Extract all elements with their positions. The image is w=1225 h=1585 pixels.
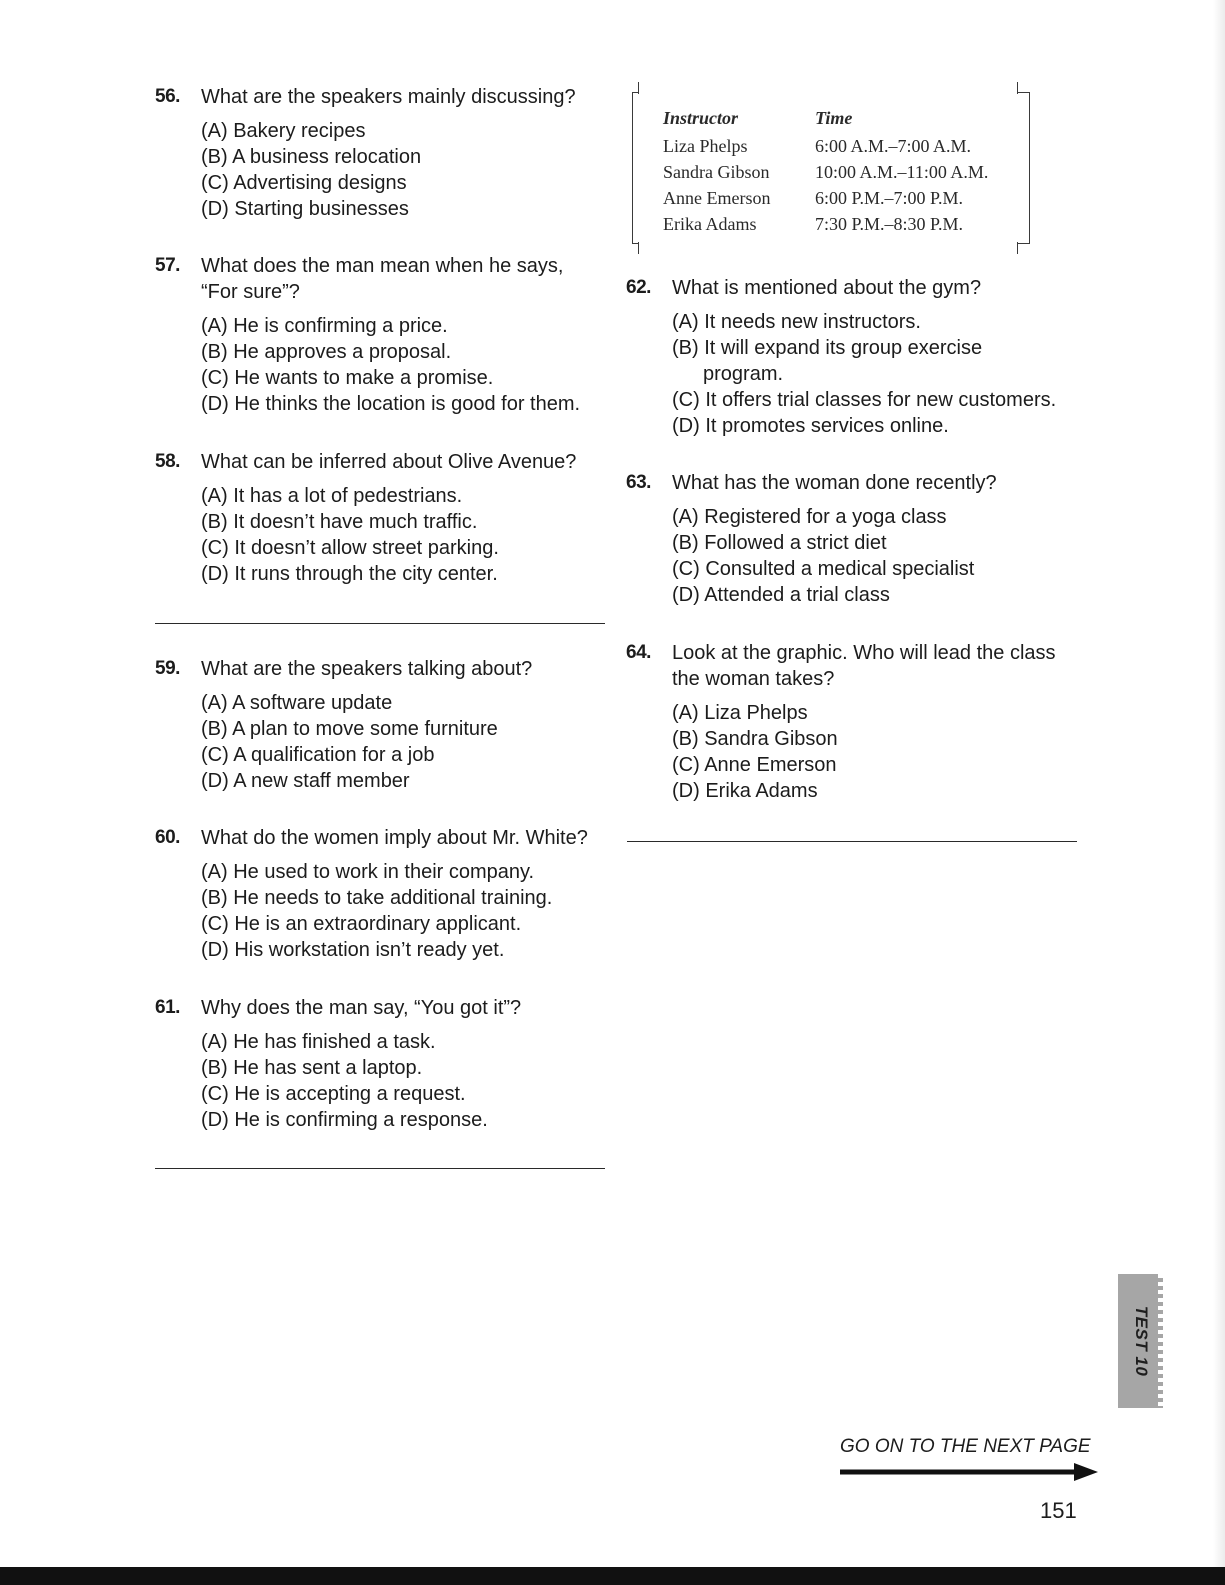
option-b[interactable]: (B) A business relocation: [201, 146, 422, 168]
question-number: 63.: [626, 472, 651, 493]
instructor-name: Sandra Gibson: [663, 161, 770, 182]
table-row: [663, 159, 988, 185]
question-text: What are the speakers talking about?: [201, 658, 533, 680]
option-a[interactable]: (A) He is confirming a price.: [201, 315, 448, 337]
option-c[interactable]: (C) He is accepting a request.: [201, 1083, 466, 1105]
option-c[interactable]: (C) Consulted a medical specialist: [672, 558, 975, 580]
question-number: 62.: [626, 277, 651, 298]
option-b[interactable]: (B) He has sent a laptop.: [201, 1057, 423, 1079]
question-57: [155, 253, 615, 417]
instructor-name: Anne Emerson: [663, 187, 771, 208]
option-a[interactable]: (A) Registered for a yoga class: [672, 506, 947, 528]
question-number: 56.: [155, 86, 180, 107]
option-d[interactable]: (D) His workstation isn’t ready yet.: [201, 939, 505, 961]
option-c[interactable]: (C) Anne Emerson: [672, 754, 837, 776]
question-text: What do the women imply about Mr. White?: [201, 827, 588, 849]
page-bottom-border: [0, 1567, 1225, 1585]
question-text: What are the speakers mainly discussing?: [201, 86, 576, 108]
table-row: [663, 133, 988, 159]
option-b[interactable]: (B) A plan to move some furniture: [201, 718, 498, 740]
page-number: 151: [1040, 1498, 1077, 1523]
instructor-name: Liza Phelps: [663, 135, 748, 156]
answer-options: [201, 859, 615, 963]
question-64: [626, 640, 1086, 804]
question-number: 58.: [155, 451, 180, 472]
question-number: 59.: [155, 658, 180, 679]
class-time: 6:00 A.M.–7:00 A.M.: [815, 135, 972, 156]
option-d[interactable]: (D) He is confirming a response.: [201, 1109, 488, 1131]
question-text: Look at the graphic. Who will lead the class the woman takes?: [672, 642, 1056, 690]
question-number: 60.: [155, 827, 180, 848]
option-d[interactable]: (D) It runs through the city center.: [201, 563, 498, 585]
option-d[interactable]: (D) Starting businesses: [201, 198, 409, 220]
section-divider: [627, 841, 1077, 842]
question-56: [155, 84, 615, 222]
question-text: What is mentioned about the gym?: [672, 277, 982, 299]
question-text: Why does the man say, “You got it”?: [201, 997, 522, 1019]
question-text: What does the man mean when he says, “For sure”?: [201, 255, 564, 303]
section-divider: [155, 623, 605, 624]
option-d[interactable]: (D) Erika Adams: [672, 780, 818, 802]
table-row: [663, 185, 988, 211]
answer-options: [201, 313, 615, 417]
page-edge-shadow: [1213, 0, 1225, 1585]
option-b[interactable]: (B) Sandra Gibson: [672, 728, 838, 750]
option-b[interactable]: (B) It will expand its group exercise program.: [672, 337, 983, 385]
answer-options: [201, 1029, 615, 1133]
question-60: [155, 825, 615, 963]
option-d[interactable]: (D) He thinks the location is good for them.: [201, 393, 581, 415]
option-a[interactable]: (A) He has finished a task.: [201, 1031, 436, 1053]
question-text: What can be inferred about Olive Avenue?: [201, 451, 577, 473]
instructor-name: Erika Adams: [663, 213, 757, 234]
schedule-header-row: [663, 103, 988, 133]
section-divider: [155, 1168, 605, 1169]
option-b[interactable]: (B) Followed a strict diet: [672, 532, 887, 554]
class-time: 6:00 P.M.–7:00 P.M.: [815, 187, 964, 208]
option-a[interactable]: (A) He used to work in their company.: [201, 861, 535, 883]
question-text: What has the woman done recently?: [672, 472, 997, 494]
option-b[interactable]: (B) He needs to take additional training.: [201, 887, 553, 909]
option-c[interactable]: (C) A qualification for a job: [201, 744, 435, 766]
option-a[interactable]: (A) It needs new instructors.: [672, 311, 921, 333]
option-c[interactable]: (C) Advertising designs: [201, 172, 407, 194]
option-a[interactable]: (A) It has a lot of pedestrians.: [201, 485, 463, 507]
instructor-schedule-graphic: [632, 92, 1030, 244]
option-c[interactable]: (C) He wants to make a promise.: [201, 367, 494, 389]
class-time: 7:30 P.M.–8:30 P.M.: [815, 213, 964, 234]
question-number: 57.: [155, 255, 180, 276]
option-b[interactable]: (B) It doesn’t have much traffic.: [201, 511, 478, 533]
question-63: [626, 470, 1086, 608]
header-instructor: Instructor: [663, 107, 739, 128]
question-number: 64.: [626, 642, 651, 663]
question-61: [155, 995, 615, 1133]
question-58: [155, 449, 615, 587]
answer-options: [201, 690, 615, 794]
option-b[interactable]: (B) He approves a proposal.: [201, 341, 452, 363]
option-d[interactable]: (D) A new staff member: [201, 770, 410, 792]
question-number: 61.: [155, 997, 180, 1018]
next-page-instruction: GO ON TO THE NEXT PAGE: [840, 1436, 1091, 1457]
schedule-table: [663, 103, 988, 237]
test-section-tab: [1118, 1274, 1163, 1408]
option-d[interactable]: (D) Attended a trial class: [672, 584, 890, 606]
option-c[interactable]: (C) It doesn’t allow street parking.: [201, 537, 499, 559]
answer-options: [201, 483, 615, 587]
option-a[interactable]: (A) Bakery recipes: [201, 120, 366, 142]
option-d[interactable]: (D) It promotes services online.: [672, 415, 949, 437]
class-time: 10:00 A.M.–11:00 A.M.: [815, 161, 989, 182]
answer-options: [672, 700, 1086, 804]
table-row: [663, 211, 988, 237]
option-a[interactable]: (A) Liza Phelps: [672, 702, 808, 724]
test-tab-label: TEST 10: [1131, 1305, 1151, 1377]
question-59: [155, 656, 615, 794]
answer-options: [201, 118, 615, 222]
answer-options: [672, 504, 1086, 608]
option-a[interactable]: (A) A software update: [201, 692, 393, 714]
option-c[interactable]: (C) He is an extraordinary applicant.: [201, 913, 522, 935]
header-time: Time: [815, 107, 853, 128]
right-arrow-icon: [840, 1462, 1100, 1482]
answer-options: [672, 309, 1086, 439]
option-c[interactable]: (C) It offers trial classes for new customers.: [672, 389, 1057, 411]
question-62: [626, 275, 1086, 439]
